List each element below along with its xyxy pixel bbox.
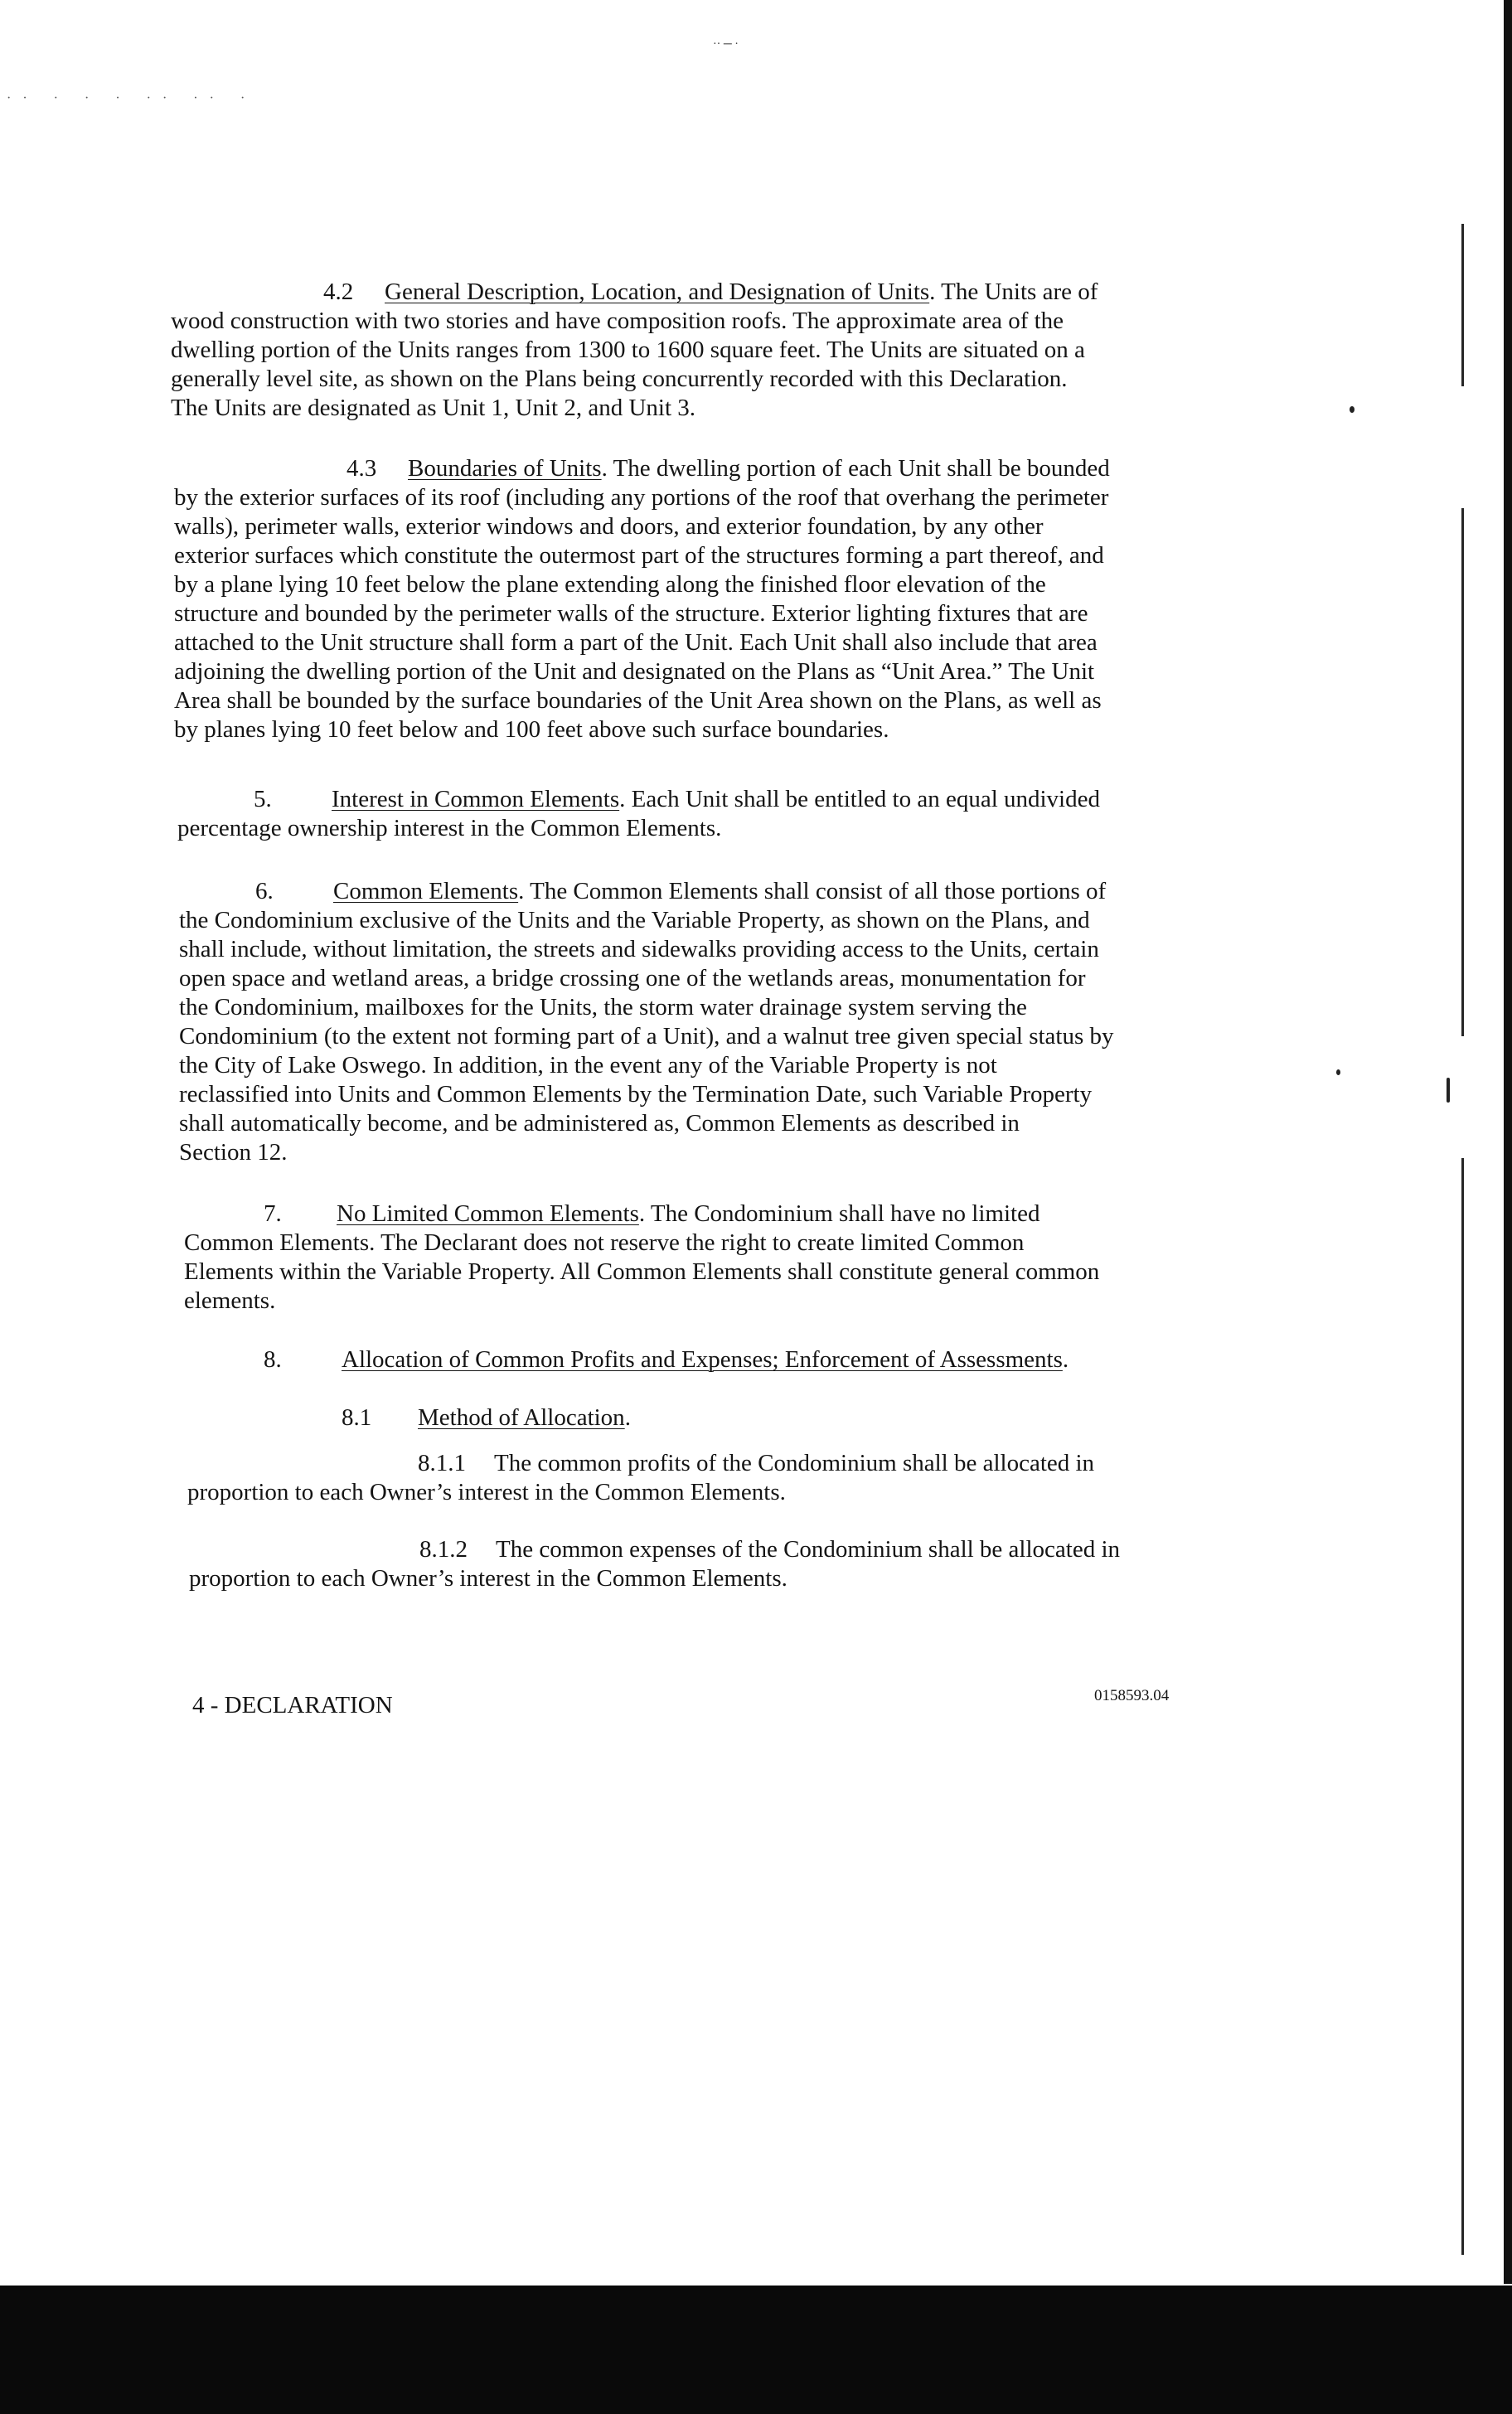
section-heading: Common Elements	[333, 878, 519, 904]
section-heading: Interest in Common Elements	[332, 786, 620, 812]
section-number: 8.1.2	[419, 1536, 468, 1563]
section-heading: Allocation of Common Profits and Expenses; Enforcement of Assessments	[342, 1346, 1063, 1373]
section-text: .	[1062, 1346, 1069, 1373]
text-line: walls), perimeter walls, exterior windows and doors, and exterior foundation, by any other	[174, 513, 1044, 540]
section-8-1-2	[189, 1535, 1225, 1593]
scan-edge-inner	[1461, 224, 1464, 2255]
scan-speck	[1447, 1078, 1450, 1103]
section-4-3	[174, 454, 1210, 744]
section-text: .	[624, 1404, 631, 1431]
scan-speck	[1350, 406, 1354, 413]
section-text: . The Units are of	[929, 279, 1098, 305]
text-line: shall automatically become, and be administered as, Common Elements as described in	[179, 1110, 1020, 1137]
section-heading: No Limited Common Elements	[337, 1200, 639, 1227]
section-number: 4.2	[323, 279, 354, 305]
text-line: generally level site, as shown on the Plans being concurrently recorded with this Declaration.	[171, 366, 1068, 392]
section-text: . The dwelling portion of each Unit shall be bounded	[601, 455, 1110, 482]
text-line: Common Elements. The Declarant does not reserve the right to create limited Common	[184, 1229, 1025, 1256]
text-line: proportion to each Owner’s interest in the Common Elements.	[189, 1565, 788, 1592]
section-8-1	[342, 1403, 1170, 1432]
section-number: 7.	[264, 1200, 282, 1227]
text-line: open space and wetland areas, a bridge crossing one of the wetlands areas, monumentation for	[179, 965, 1086, 991]
text-line: Section 12.	[179, 1139, 288, 1166]
section-text: The common expenses of the Condominium shall be allocated in	[496, 1536, 1121, 1563]
scan-speck	[1336, 1069, 1340, 1075]
scan-dots: ·· · · · ·· ·· ·	[7, 91, 257, 105]
page-label: 4 - DECLARATION	[192, 1692, 393, 1718]
section-number: 5.	[254, 786, 272, 812]
section-4-2	[171, 278, 1199, 423]
section-number: 4.3	[346, 455, 377, 482]
text-line: shall include, without limitation, the streets and sidewalks providing access to the Units, certain	[179, 936, 1099, 962]
section-7	[184, 1200, 1220, 1316]
section-heading: Method of Allocation	[418, 1404, 625, 1431]
section-text: . The Condominium shall have no limited	[638, 1200, 1040, 1227]
section-5	[177, 785, 1214, 843]
text-line: Elements within the Variable Property. All Common Elements shall constitute general common	[184, 1258, 1100, 1285]
text-line: dwelling portion of the Units ranges from 1300 to 1600 square feet. The Units are situated on a	[171, 337, 1085, 363]
text-line: Condominium (to the extent not forming part of a Unit), and a walnut tree given special status by	[179, 1023, 1114, 1049]
text-line: by a plane lying 10 feet below the plane extending along the finished floor elevation of the	[174, 571, 1046, 598]
section-8-1-1	[187, 1449, 1224, 1507]
scan-mark: ·· ─ ·	[713, 38, 739, 51]
section-number: 8.1.1	[418, 1450, 466, 1476]
text-line: structure and bounded by the perimeter walls of the structure. Exterior lighting fixtures that are	[174, 600, 1088, 627]
text-line: wood construction with two stories and have composition roofs. The approximate area of the	[171, 308, 1064, 334]
section-heading: General Description, Location, and Designation of Units	[385, 279, 930, 305]
section-heading: Boundaries of Units	[408, 455, 602, 482]
section-number: 8.1	[342, 1404, 372, 1431]
document-number: 0158593.04	[1094, 1687, 1170, 1704]
text-line: the City of Lake Oswego. In addition, in the event any of the Variable Property is not	[179, 1052, 997, 1079]
text-line: the Condominium, mailboxes for the Units, the storm water drainage system serving the	[179, 994, 1027, 1020]
text-line: adjoining the dwelling portion of the Unit and designated on the Plans as “Unit Area.” The Unit	[174, 658, 1095, 685]
text-line: by planes lying 10 feet below and 100 feet above such surface boundaries.	[174, 716, 889, 743]
scan-edge-right	[1504, 0, 1512, 2284]
section-8	[264, 1345, 1217, 1374]
scan-edge-bottom	[0, 2286, 1512, 2414]
text-line: attached to the Unit structure shall form a part of the Unit. Each Unit shall also include that area	[174, 629, 1098, 656]
text-line: the Condominium exclusive of the Units and the Variable Property, as shown on the Plans, and	[179, 907, 1090, 933]
text-line: exterior surfaces which constitute the outermost part of the structures forming a part thereof, and	[174, 542, 1104, 569]
section-text: The common profits of the Condominium shall be allocated in	[494, 1450, 1095, 1476]
text-line: reclassified into Units and Common Elements by the Termination Date, such Variable Property	[179, 1081, 1093, 1108]
section-6	[179, 877, 1215, 1167]
section-number: 6.	[255, 878, 274, 904]
text-line: by the exterior surfaces of its roof (including any portions of the roof that overhang the perimeter	[174, 484, 1109, 511]
text-line: percentage ownership interest in the Common Elements.	[177, 815, 722, 841]
text-line: Area shall be bounded by the surface boundaries of the Unit Area shown on the Plans, as well as	[174, 687, 1102, 714]
text-line: proportion to each Owner’s interest in the Common Elements.	[187, 1479, 786, 1505]
section-text: . Each Unit shall be entitled to an equal undivided	[619, 786, 1100, 812]
text-line: elements.	[184, 1287, 276, 1314]
section-number: 8.	[264, 1346, 282, 1373]
text-line: The Units are designated as Unit 1, Unit 2, and Unit 3.	[171, 395, 696, 421]
section-text: . The Common Elements shall consist of all those portions of	[518, 878, 1107, 904]
